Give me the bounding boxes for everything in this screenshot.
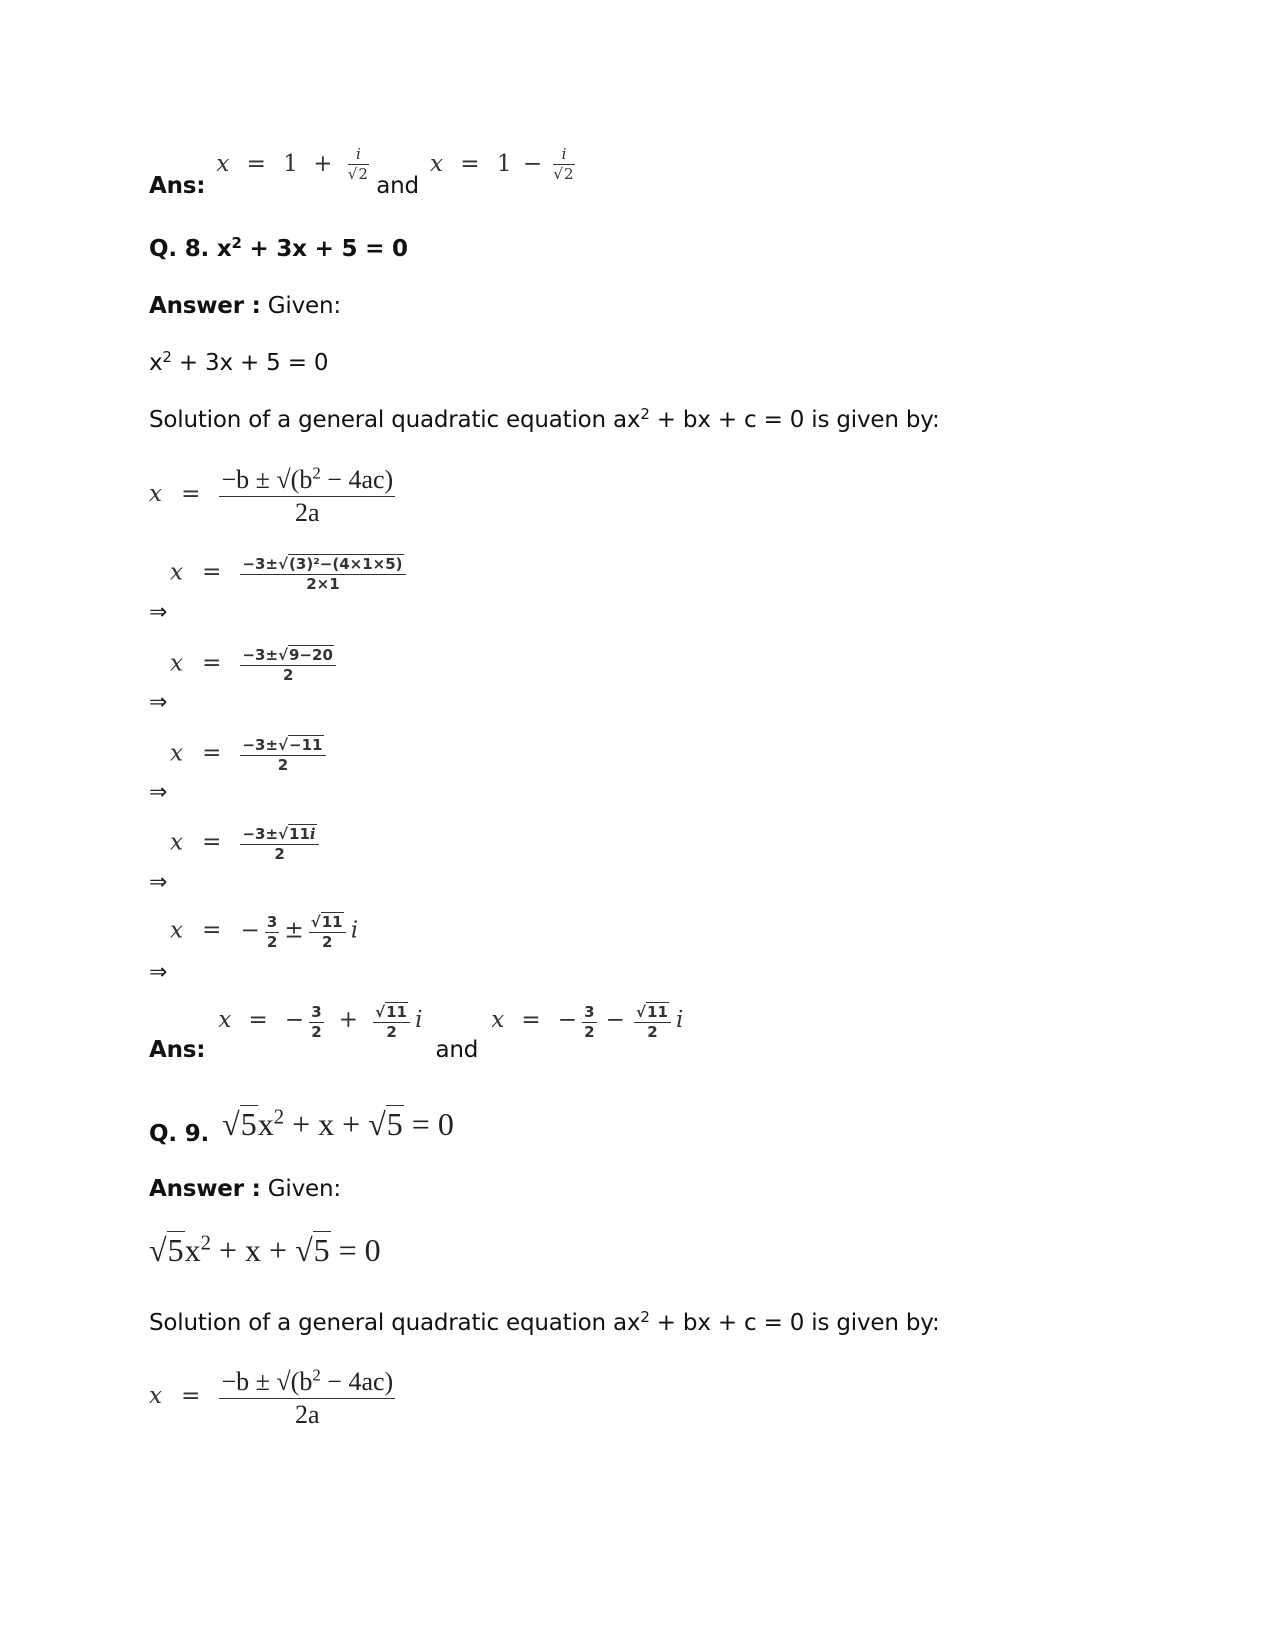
implies-arrow: ⇒ — [149, 780, 168, 805]
ans-equation-left: x = 1 + $\frac{i}{√2}$ — [216, 145, 368, 184]
fraction: $\frac{-b \pm √(b^2 - 4ac)}{2a}$ — [221, 463, 394, 527]
fraction: $\frac{\text{−3±√(3)²−(4×1×5)}}{2\times 1}$ — [240, 556, 405, 594]
fraction: $\frac{√11}{2}$ — [634, 1004, 671, 1042]
fraction: $\frac{-3\pm√11i}{2}$ — [240, 826, 318, 864]
ans-equation-right: x = 1 − $\frac{i}{√2}$ — [429, 145, 574, 184]
fraction: $\frac{3}{2}$ — [266, 913, 278, 952]
implies-arrow: ⇒ — [149, 870, 168, 895]
answer-label: Answer : — [149, 293, 261, 319]
answer-line: Answer : Given: — [149, 1176, 341, 1202]
previous-answer-line — [149, 145, 575, 200]
and-word: and — [376, 173, 419, 200]
fraction: $\frac{-b \pm √(b^2 - 4ac)}{2a}$ — [221, 1365, 394, 1429]
solution-statement: Solution of a general quadratic equation $ax^2$ + bx + c = 0 is given by: — [149, 404, 940, 433]
fraction: $\frac{√11}{2}$ — [373, 1004, 410, 1042]
ans-label: Ans: — [149, 1037, 206, 1064]
step-3: x = $\frac{-3\pm√-11}{2}$ — [170, 737, 326, 775]
implies-arrow: ⇒ — [149, 690, 168, 715]
question-8-heading: Q. 8. $x^2 + 3x + 5 = 0$ — [149, 233, 408, 262]
step-2: x = $\frac{-3\pm√9-20}{2}$ — [170, 647, 336, 685]
fraction: $\frac{i}{√2}$ — [553, 145, 574, 184]
solution-statement: Solution of a general quadratic equation $ax^2$ + bx + c = 0 is given by: — [149, 1307, 940, 1336]
fraction: $\frac{-3\pm√-11}{2}$ — [240, 737, 325, 775]
answer-line: Answer : Given: — [149, 293, 341, 319]
fraction: $\frac{3}{2}$ — [584, 1003, 595, 1042]
fraction: $\frac{-3\pm√9-20}{2}$ — [240, 647, 335, 685]
question-9-equation: $√5x^2 + x + √5 = 0$ — [222, 1105, 454, 1142]
and-word: and — [435, 1037, 479, 1064]
question-9-label: Q. 9. — [149, 1121, 210, 1147]
step-5: x = − $\frac{3}{2}$ ± $\frac{√11}{2}$ i — [170, 913, 359, 952]
ans-equation-right: x = − $\frac{3}{2}$ − $\frac{√11}{2}$ i — [491, 1003, 684, 1042]
step-4: x = $\frac{-3\pm√11i}{2}$ — [170, 826, 319, 864]
quadratic-formula: x = $\frac{-b \pm √(b^2 - 4ac)}{2a}$ — [149, 463, 394, 527]
fraction: $\frac{√11}{2}$ — [309, 914, 346, 952]
ans-equation-left: x = − $\frac{3}{2}$ + $\frac{√11}{2}$ i — [218, 1003, 423, 1042]
implies-arrow: ⇒ — [149, 960, 168, 985]
question-8-answer — [149, 1003, 684, 1064]
implies-arrow: ⇒ — [149, 600, 168, 625]
step-1: x = $\frac{\text{−3±√(3)²−(4×1×5)}}{2\times 1}$ — [170, 556, 406, 594]
quadratic-formula: x = $\frac{-b \pm √(b^2 - 4ac)}{2a}$ — [149, 1365, 394, 1429]
given-equation: $x^2 + 3x + 5 = 0$ — [149, 347, 329, 376]
fraction: $\frac{i}{√2}$ — [347, 145, 368, 184]
answer-label: Answer : — [149, 1176, 261, 1202]
fraction: $\frac{3}{2}$ — [311, 1003, 322, 1042]
ans-label: Ans: — [149, 173, 206, 200]
given-equation: $√5x^2 + x + √5 = 0$ — [149, 1231, 381, 1268]
question-9-heading — [149, 1105, 454, 1147]
